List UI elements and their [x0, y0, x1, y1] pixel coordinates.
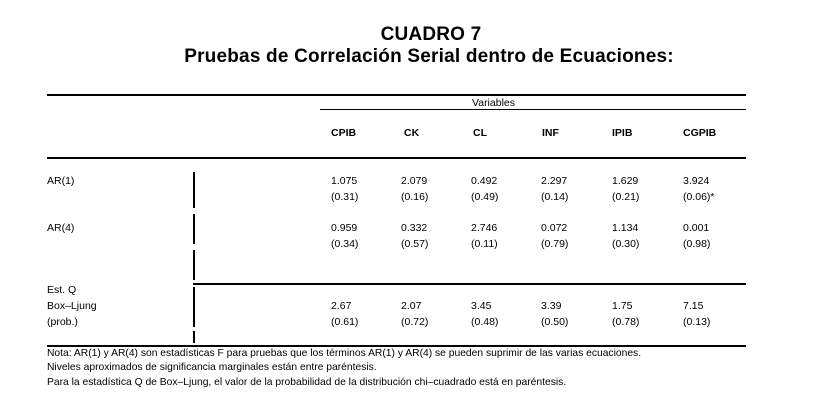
cell-prob: (0.21)	[612, 191, 640, 203]
cell-value: 0.492	[471, 175, 498, 187]
cell-value: 2.297	[541, 175, 568, 187]
stub-divider	[193, 214, 195, 244]
table-title: Pruebas de Correlación Serial dentro de Ecuaciones:	[184, 46, 674, 67]
cell-prob: (0.13)	[683, 316, 711, 328]
header-rule	[47, 157, 746, 159]
row-label-est-q: Est. Q	[47, 284, 77, 296]
cell-prob: (0.11)	[471, 238, 498, 250]
cell-prob: (0.34)	[331, 238, 359, 250]
cell-value: 0.332	[401, 222, 428, 234]
cell-value: 3.924	[683, 175, 710, 187]
col-header-cgpib: CGPIB	[683, 127, 717, 139]
cell-prob: (0.78)	[612, 316, 640, 328]
cell-prob: (0.49)	[471, 191, 499, 203]
stub-divider	[193, 250, 195, 280]
cell-value: 2.079	[401, 175, 428, 187]
top-rule	[47, 94, 746, 96]
col-header-cpib: CPIB	[331, 127, 357, 139]
cell-prob: (0.50)	[541, 316, 569, 328]
cell-prob: (0.98)	[683, 238, 711, 250]
row-label-box-ljung: Box–Ljung	[47, 300, 97, 312]
footnote: Nota: AR(1) y AR(4) son estadísticas F para pruebas que los términos AR(1) y AR(4) se pueden suprimir de las varias ecuaciones.	[47, 348, 642, 359]
stub-divider	[193, 287, 195, 327]
variables-rule	[320, 109, 746, 110]
cell-value: 1.134	[612, 222, 639, 234]
row-label-prob: (prob.)	[47, 316, 78, 328]
cell-value: 3.39	[541, 300, 562, 312]
cell-value: 1.75	[612, 300, 633, 312]
col-header-ck: CK	[404, 127, 420, 139]
row-label-ar1: AR(1)	[47, 175, 75, 187]
stub-divider	[193, 172, 195, 208]
table-number: CUADRO 7	[380, 24, 482, 45]
footnote: Niveles aproximados de significancia marginales están entre paréntesis.	[47, 362, 377, 373]
cell-prob: (0.31)	[331, 191, 359, 203]
section-rule	[193, 283, 746, 285]
cell-prob: (0.79)	[541, 238, 569, 250]
col-header-inf: INF	[542, 127, 559, 139]
cell-prob: (0.14)	[541, 191, 569, 203]
cell-value: 3.45	[471, 300, 492, 312]
cell-value: 2.746	[471, 222, 498, 234]
cell-prob: (0.61)	[331, 316, 359, 328]
cell-value: 0.959	[331, 222, 358, 234]
cell-value: 1.629	[612, 175, 639, 187]
cell-prob: (0.48)	[471, 316, 499, 328]
stub-divider	[193, 331, 195, 343]
cell-value: 2.67	[331, 300, 352, 312]
cell-value: 0.072	[541, 222, 568, 234]
cell-prob: (0.06)*	[683, 191, 715, 203]
footnote: Para la estadística Q de Box–Ljung, el valor de la probabilidad de la distribución chi–cuadrado está en paréntesis.	[47, 377, 567, 388]
col-header-ipib: IPIB	[612, 127, 633, 139]
cell-value: 1.075	[331, 175, 358, 187]
cell-prob: (0.72)	[401, 316, 429, 328]
row-label-ar4: AR(4)	[47, 222, 75, 234]
cell-value: 7.15	[683, 300, 704, 312]
cell-value: 0.001	[683, 222, 710, 234]
variables-header: Variables	[472, 97, 515, 109]
cell-prob: (0.16)	[401, 191, 429, 203]
bottom-rule	[47, 345, 746, 347]
cell-prob: (0.57)	[401, 238, 429, 250]
cell-value: 2.07	[401, 300, 422, 312]
cell-prob: (0.30)	[612, 238, 640, 250]
col-header-cl: CL	[473, 127, 487, 139]
